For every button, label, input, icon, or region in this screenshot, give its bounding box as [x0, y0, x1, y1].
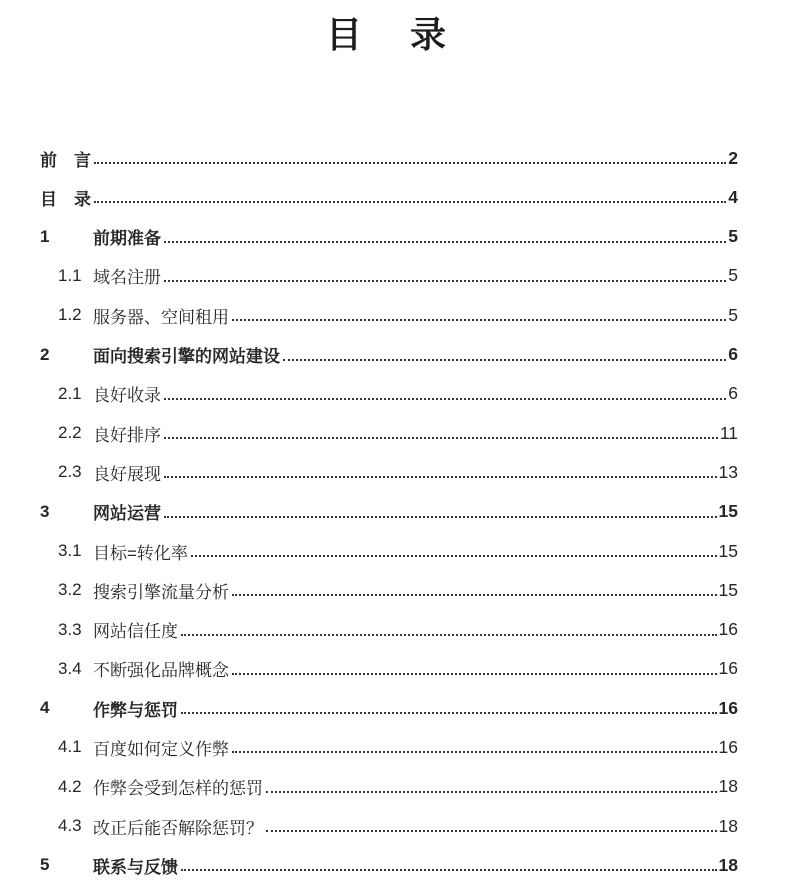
toc-entry-page: 6	[728, 344, 738, 365]
toc-entry-label: 改正后能否解除惩罚？	[93, 818, 263, 838]
toc-entry-number: 3.1	[58, 541, 82, 560]
toc-entry-page: 18	[718, 854, 738, 875]
dot-leader-icon	[181, 634, 717, 636]
toc-entry-page: 11	[719, 422, 738, 443]
toc-entry[interactable]	[40, 571, 738, 610]
dot-leader-icon	[164, 241, 726, 243]
dot-leader-icon	[164, 476, 717, 478]
dot-leader-icon	[232, 673, 717, 675]
toc-entry-number: 3.2	[58, 580, 82, 600]
dot-leader-icon	[181, 712, 717, 714]
toc-entry-page: 15	[718, 540, 738, 561]
toc-entry-number: 1	[40, 226, 50, 246]
toc-entry-page: 15	[718, 501, 738, 522]
toc-entry[interactable]	[40, 413, 738, 452]
toc-entry-label: 良好排序	[93, 425, 161, 445]
toc-entry-page: 4	[728, 186, 738, 207]
dot-leader-icon	[181, 869, 717, 871]
dot-leader-icon	[164, 398, 726, 400]
toc-entry-label: 良好展现	[93, 464, 161, 484]
toc-entry-number: 3.4	[58, 658, 82, 678]
toc-entry[interactable]	[40, 374, 738, 413]
toc-entry-label: 良好收录	[93, 386, 161, 406]
toc-entry[interactable]	[40, 610, 738, 649]
toc-entry[interactable]	[40, 689, 738, 728]
toc-entry-page: 2	[728, 147, 738, 168]
toc-entry-page: 5	[728, 265, 738, 286]
toc-list	[40, 138, 738, 885]
toc-entry[interactable]	[40, 296, 738, 335]
toc-entry[interactable]	[40, 138, 738, 177]
toc-entry-page: 16	[718, 619, 738, 640]
toc-entry[interactable]	[40, 846, 738, 885]
toc-entry-label: 目标=转化率	[93, 543, 188, 563]
toc-entry[interactable]	[40, 728, 738, 767]
toc-entry-number: 2.1	[58, 383, 82, 403]
toc-entry-page: 5	[728, 304, 738, 325]
dot-leader-icon	[94, 162, 726, 164]
dot-leader-icon	[232, 594, 717, 596]
toc-entry[interactable]	[40, 531, 738, 570]
toc-entry-label: 目 录	[40, 189, 91, 209]
dot-leader-icon	[191, 555, 717, 557]
dot-leader-icon	[164, 280, 726, 282]
toc-entry-number: 4.2	[58, 776, 82, 796]
dot-leader-icon	[94, 201, 726, 203]
toc-entry[interactable]	[40, 492, 738, 531]
toc-entry-page: 16	[718, 736, 738, 757]
toc-entry-label: 作弊会受到怎样的惩罚	[93, 779, 263, 799]
dot-leader-icon	[266, 830, 717, 832]
toc-entry-label: 不断强化品牌概念	[93, 661, 229, 681]
toc-entry-page: 16	[718, 697, 738, 718]
dot-leader-icon	[266, 791, 717, 793]
toc-entry-label: 联系与反馈	[93, 857, 178, 877]
toc-entry[interactable]	[40, 767, 738, 806]
toc-entry[interactable]	[40, 649, 738, 688]
toc-entry-number: 2.2	[58, 423, 82, 443]
toc-entry-label: 搜索引擎流量分析	[93, 582, 229, 602]
toc-entry-number: 2	[40, 344, 50, 364]
toc-entry[interactable]	[40, 217, 738, 256]
toc-entry-label: 网站运营	[93, 504, 161, 524]
toc-entry-number: 1.1	[58, 265, 82, 285]
dot-leader-icon	[164, 516, 717, 518]
toc-entry-page: 5	[728, 226, 738, 247]
toc-entry[interactable]	[40, 256, 738, 295]
page-title: 目 录	[325, 14, 452, 55]
toc-entry-label: 服务器、空间租用	[93, 307, 229, 327]
toc-entry-number: 4.3	[58, 816, 82, 836]
toc-entry-page: 18	[718, 776, 738, 797]
toc-entry-number: 5	[40, 855, 50, 875]
toc-entry-label: 网站信任度	[93, 622, 178, 642]
toc-entry[interactable]	[40, 806, 738, 845]
dot-leader-icon	[164, 437, 718, 439]
toc-entry-number: 4.1	[58, 737, 82, 757]
toc-entry-number: 3	[40, 501, 50, 521]
toc-entry-number: 4	[40, 698, 50, 718]
dot-leader-icon	[232, 319, 726, 321]
toc-entry-label: 域名注册	[93, 268, 161, 288]
toc-entry-number: 3.3	[58, 619, 82, 639]
toc-entry-page: 18	[718, 815, 738, 836]
toc-entry-page: 16	[718, 658, 738, 679]
toc-entry-page: 15	[718, 579, 738, 600]
toc-entry-label: 百度如何定义作弊	[93, 739, 229, 759]
toc-entry-label: 作弊与惩罚	[93, 700, 178, 720]
toc-entry-number: 1.2	[58, 305, 82, 325]
dot-leader-icon	[232, 751, 717, 753]
toc-entry-label: 前 言	[40, 150, 91, 170]
toc-entry-number: 2.3	[58, 462, 82, 482]
toc-entry-label: 前期准备	[93, 229, 161, 249]
toc-entry[interactable]	[40, 178, 738, 217]
toc-entry-page: 6	[728, 383, 738, 404]
toc-entry[interactable]	[40, 453, 738, 492]
toc-entry[interactable]	[40, 335, 738, 374]
toc-entry-page: 13	[718, 461, 738, 482]
dot-leader-icon	[283, 359, 726, 361]
toc-entry-label: 面向搜索引擎的网站建设	[93, 347, 280, 367]
